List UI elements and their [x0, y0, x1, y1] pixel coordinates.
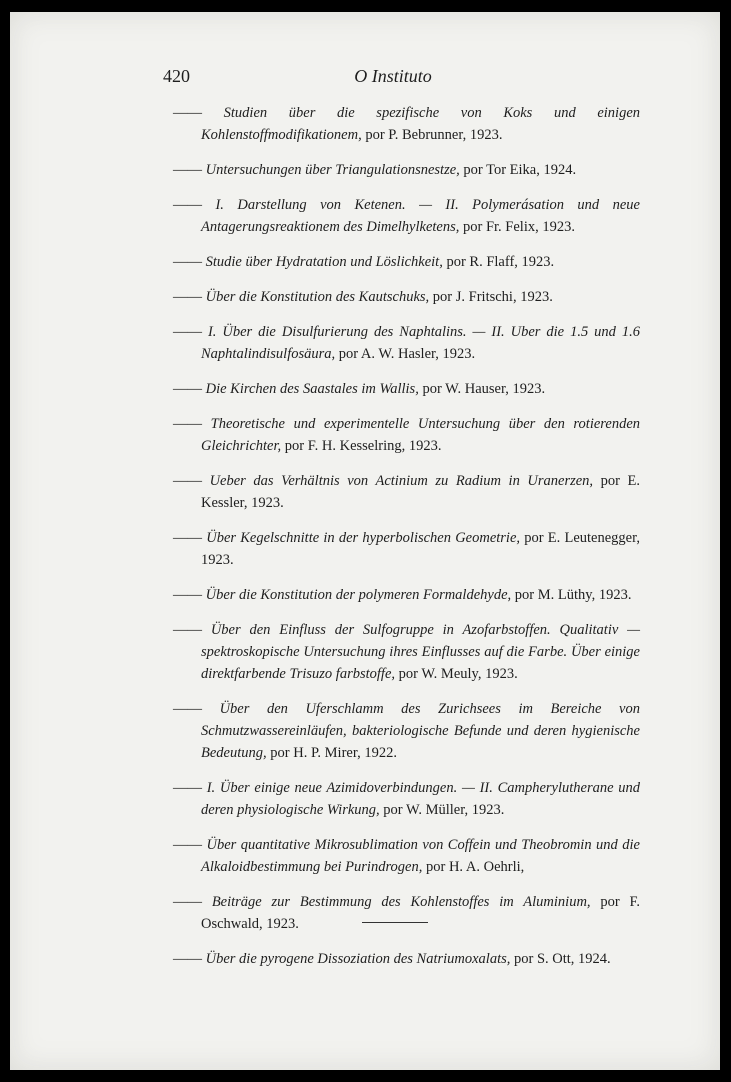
entry-author: por R. Flaff, 1923.	[446, 254, 555, 270]
entry-dash: ——	[173, 162, 202, 178]
entry-dash: ——	[173, 105, 202, 121]
running-title: O Instituto	[354, 66, 432, 86]
bibliography-entry	[173, 777, 640, 821]
bibliography-entry	[173, 527, 640, 571]
bibliography-entry	[173, 619, 640, 685]
entry-title: Über die Konstitution der polymeren Formaldehyde,	[205, 587, 512, 603]
entry-author: por F. Oschwald, 1923.	[201, 894, 641, 932]
bibliography-entry	[173, 948, 640, 970]
entry-author: por S. Ott, 1924.	[514, 951, 611, 967]
entry-author: por E. Leutenegger, 1923.	[201, 530, 640, 568]
entry-title: Über den Uferschlamm des Zurichsees im Bereiche von Schmutzwassereinläufen, bakteriologische Befunde und deren hygienische Bedeutung,	[201, 701, 640, 761]
entry-author: por J. Fritschi, 1923.	[432, 289, 553, 305]
entry-author: por P. Bebrunner, 1923.	[365, 127, 503, 143]
entry-title: Beiträge zur Bestimmung des Kohlenstoffes im Aluminium,	[211, 894, 591, 910]
entry-dash: ——	[173, 197, 202, 213]
entry-dash: ——	[173, 701, 202, 717]
entry-dash: ——	[173, 587, 202, 603]
entry-author: por W. Meuly, 1923.	[398, 666, 518, 682]
entry-author: por Fr. Felix, 1923.	[463, 219, 575, 235]
entry-title: Untersuchungen über Triangulationsnestze,	[205, 162, 460, 178]
entry-title: I. Über die Disulfurierung des Naphtalins. — II. Uber die 1.5 und 1.6 Naphtalindisulfosäura,	[201, 324, 640, 362]
entry-author: por E. Kessler, 1923.	[201, 473, 641, 511]
bibliography-entry	[173, 834, 640, 878]
bibliography-entry	[173, 584, 640, 606]
entry-title: Über die Konstitution des Kautschuks,	[205, 289, 430, 305]
bibliography-entry	[173, 159, 640, 181]
entry-title: Über den Einfluss der Sulfogruppe in Azofarbstoffen. Qualitativ — spektroskopische Untersuchung ihres Einflusses auf die Farbe. Über einige direktfarbende Trisuzo farbstoffe,	[201, 622, 640, 682]
bibliography-entry	[173, 251, 640, 273]
page-number: 420	[163, 66, 190, 86]
entry-author: por H. P. Mirer, 1922.	[270, 745, 397, 761]
entry-author: por Tor Eika, 1924.	[463, 162, 577, 178]
entry-title: I. Darstellung von Ketenen. — II. Polymerásation und neue Antagerungsreaktionem des Dimelhylketens,	[201, 197, 640, 235]
entry-title: Studien über die spezifische von Koks und einigen Kohlenstoffmodifikationem,	[201, 105, 641, 143]
entry-title: Die Kirchen des Saastales im Wallis,	[205, 381, 419, 397]
entry-dash: ——	[173, 254, 202, 270]
entry-dash: ——	[173, 416, 202, 432]
entry-author: por F. H. Kesselring, 1923.	[284, 438, 442, 454]
entry-dash: ——	[173, 324, 202, 340]
page-header	[163, 66, 623, 90]
entry-dash: ——	[173, 951, 202, 967]
entry-title: Über die pyrogene Dissoziation des Natriumoxalats,	[205, 951, 511, 967]
entry-dash: ——	[173, 289, 202, 305]
bibliography-entry	[173, 378, 640, 400]
entry-dash: ——	[173, 381, 202, 397]
entry-author: por W. Müller, 1923.	[383, 802, 505, 818]
entry-title: I. Über einige neue Azimidoverbindungen. — II. Campherylutherane und deren physiologische Wirkung,	[201, 780, 641, 818]
bibliography-entry	[173, 286, 640, 308]
entry-dash: ——	[173, 530, 202, 546]
entry-author: por H. A. Oehrli,	[426, 859, 525, 875]
entry-dash: ——	[173, 837, 202, 853]
entry-author: por A. W. Hasler, 1923.	[338, 346, 476, 362]
entry-title: Über quantitative Mikrosublimation von Coffein und Theobromin und die Alkaloidbestimmung bei Purindrogen,	[201, 837, 640, 875]
entry-title: Ueber das Verhältnis von Actinium zu Radium in Uranerzen,	[209, 473, 594, 489]
closing-rule	[362, 922, 428, 923]
bibliography-list	[173, 102, 640, 983]
book-page	[10, 12, 720, 1070]
bibliography-entry	[173, 194, 640, 238]
bibliography-entry	[173, 698, 640, 764]
bibliography-entry	[173, 413, 640, 457]
entry-dash: ——	[173, 473, 202, 489]
entry-title: Theoretische und experimentelle Untersuchung über den rotierenden Gleichrichter,	[201, 416, 641, 454]
entry-title: Über Kegelschnitte in der hyperbolischen Geometrie,	[206, 530, 521, 546]
entry-dash: ——	[173, 894, 202, 910]
entry-title: Studie über Hydratation und Löslichkeit,	[205, 254, 443, 270]
bibliography-entry	[173, 470, 640, 514]
entry-dash: ——	[173, 780, 202, 796]
bibliography-entry	[173, 102, 640, 146]
entry-author: por M. Lüthy, 1923.	[514, 587, 632, 603]
bibliography-entry	[173, 321, 640, 365]
bibliography-entry	[173, 891, 640, 935]
entry-dash: ——	[173, 622, 202, 638]
entry-author: por W. Hauser, 1923.	[422, 381, 546, 397]
